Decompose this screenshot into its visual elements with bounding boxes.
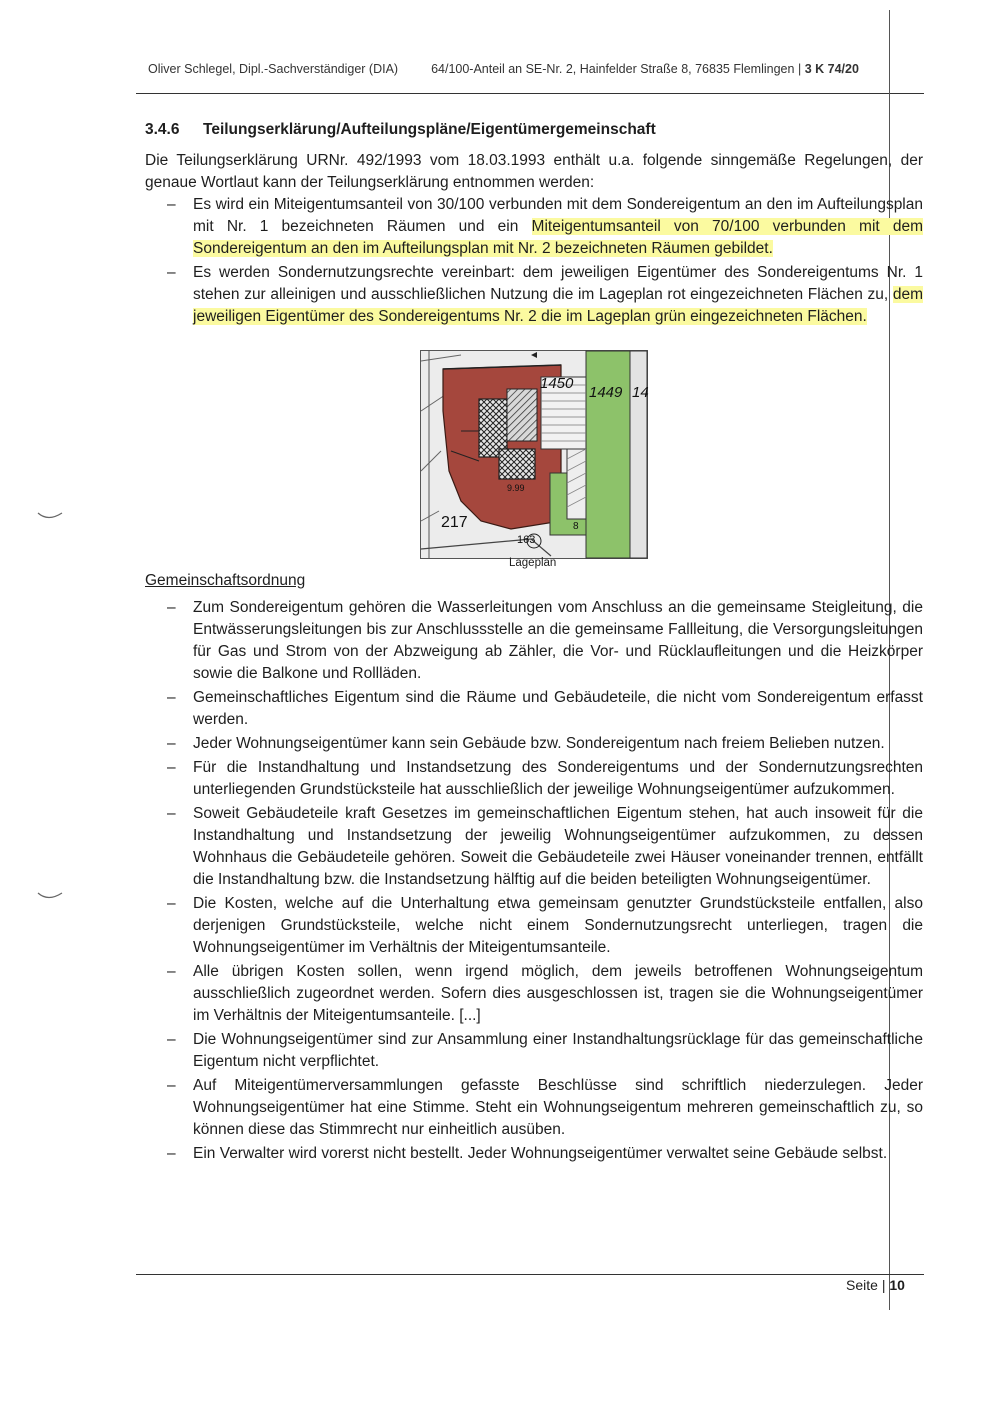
regulation-text: Es werden Sondernutzungsrechte vereinbart: dem jeweiligen Eigentümer des Sondereigentums Nr. 1 stehen zur alleinigen und ausschließlichen Nutzung die im Lageplan rot eingezeichneten Flächen zu,	[193, 264, 923, 303]
site-plan-image	[420, 350, 648, 559]
section-heading	[145, 121, 656, 139]
regulation-text: Es wird ein Miteigentumsanteil von 30/100 verbunden mit dem Sondereigentum an den im Aufteilungsplan mit Nr. 1 bezeichneten Räumen und ein	[193, 196, 923, 235]
list-item	[145, 262, 923, 328]
label-14: 14	[632, 384, 649, 401]
label-8: 8	[573, 521, 579, 532]
header-rule	[136, 93, 924, 94]
community-rules-title: Gemeinschaftsordnung	[145, 572, 306, 589]
footer-rule	[136, 1274, 924, 1275]
label-1449: 1449	[589, 384, 623, 401]
list-item: – Zum Sondereigentum gehören die Wasserleitungen vom Anschluss an die gemeinsame Steigleitung, die Entwässerungsleitungen bis zur Anschlussstelle an die gemeinsame Fallleitung, die Versorgungsleitungen für Gas und Strom von der Abzweigung ab Zähler, die Vor- und Rücklaufleitungen und die Heizkörper sowie die Balkone und Rollläden.	[145, 597, 923, 685]
margin-mark	[36, 890, 64, 902]
site-plan-drawing	[421, 351, 647, 558]
list-item: – Für die Instandhaltung und Instandsetzung des Sondereigentums und der Sondernutzungsrechten unterliegenden Grundstücksteile hat ausschließlich der jeweilige Wohnungseigentümer aufzukommen.	[145, 757, 923, 801]
list-item: – Ein Verwalter wird vorerst nicht bestellt. Jeder Wohnungseigentümer verwaltet seine Gebäude selbst.	[145, 1143, 923, 1165]
page-number: 10	[889, 1277, 905, 1293]
list-item: – Die Wohnungseigentümer sind zur Ansammlung einer Instandhaltungsrücklage für das gemeinschaftliche Eigentum nicht verpflichtet.	[145, 1029, 923, 1073]
footer-separator: |	[881, 1277, 886, 1293]
community-rules-list	[145, 597, 923, 1167]
list-item	[145, 194, 923, 260]
header-separator: |	[797, 62, 802, 76]
page-label: Seite	[846, 1277, 878, 1293]
list-item: – Soweit Gebäudeteile kraft Gesetzes im gemeinschaftlichen Eigentum stehen, hat auch insoweit für die Instandhaltung und Instandsetzung der jeweilig Wohnungseigentümer aufzukommen, zu dessen Wohnhaus die Gebäudeteile gehören. Soweit die Gebäudeteile zwei Häuser voneinander trennen, entfällt die Instandhaltung bzw. die Instandsetzung hälftig auf die beiden beteiligten Wohnungseigentümer.	[145, 803, 923, 891]
list-item: – Jeder Wohnungseigentümer kann sein Gebäude bzw. Sondereigentum nach freiem Belieben nutzen.	[145, 733, 923, 755]
label-217: 217	[441, 514, 468, 531]
section-intro: Die Teilungserklärung URNr. 492/1993 vom 18.03.1993 enthält u.a. folgende sinngemäße Regelungen, der genaue Wortlaut kann der Teilungserklärung entnommen werden:	[145, 152, 923, 191]
page-footer	[846, 1277, 905, 1293]
section-number: 3.4.6	[145, 121, 180, 138]
margin-mark	[36, 510, 64, 522]
label-1450: 1450	[540, 375, 574, 392]
page-header	[148, 62, 924, 76]
section-title: Teilungserklärung/Aufteilungspläne/Eigentümergemeinschaft	[203, 121, 656, 138]
list-item: – Alle übrigen Kosten sollen, wenn irgend möglich, dem jeweils betroffenen Wohnungseigentum ausschließlich zugeordnet werden. Sofern dies ausgeschlossen ist, tragen sie die Wohnungseigentümer im Verhältnis der Miteigentumsanteile. [...]	[145, 961, 923, 1027]
header-subject: 64/100-Anteil an SE-Nr. 2, Hainfelder Straße 8, 76835 Flemlingen	[431, 62, 795, 76]
list-item: – Die Kosten, welche auf die Unterhaltung etwa gemeinsam genutzter Grundstücksteile entfallen, also derjenigen Grundstücksteile, welche nicht einem Sondernutzungsrecht unterliegen, tragen die Wohnungseigentümer im Verhältnis der Miteigentumsanteile.	[145, 893, 923, 959]
list-item: – Gemeinschaftliches Eigentum sind die Räume und Gebäudeteile, die nicht vom Sondereigentum erfasst werden.	[145, 687, 923, 731]
list-item: – Auf Miteigentümerversammlungen gefasste Beschlüsse sind schriftlich niederzulegen. Jeder Wohnungseigentümer hat eine Stimme. Steht ein Wohnungseigentum mehreren gemeinschaftlich zu, so können diese das Stimmrecht nur einheitlich ausüben.	[145, 1075, 923, 1141]
regulations-list	[145, 194, 923, 330]
label-163: 163	[517, 534, 536, 546]
label-999: 9.99	[507, 483, 525, 493]
highlighted-text: dem jeweiligen Eigentümer des Sondereigentums Nr. 2 die im Lageplan grün eingezeichneten Flächen.	[193, 286, 923, 325]
site-plan-caption: Lageplan	[509, 557, 557, 569]
header-author: Oliver Schlegel, Dipl.-Sachverständiger (DIA)	[148, 62, 399, 76]
header-case-number: 3 K 74/20	[804, 62, 859, 76]
highlighted-text: Miteigentumsanteil von 70/100 verbunden mit dem Sondereigentum an den im Aufteilungsplan mit Nr. 2 bezeichneten Räumen gebildet.	[193, 218, 924, 257]
